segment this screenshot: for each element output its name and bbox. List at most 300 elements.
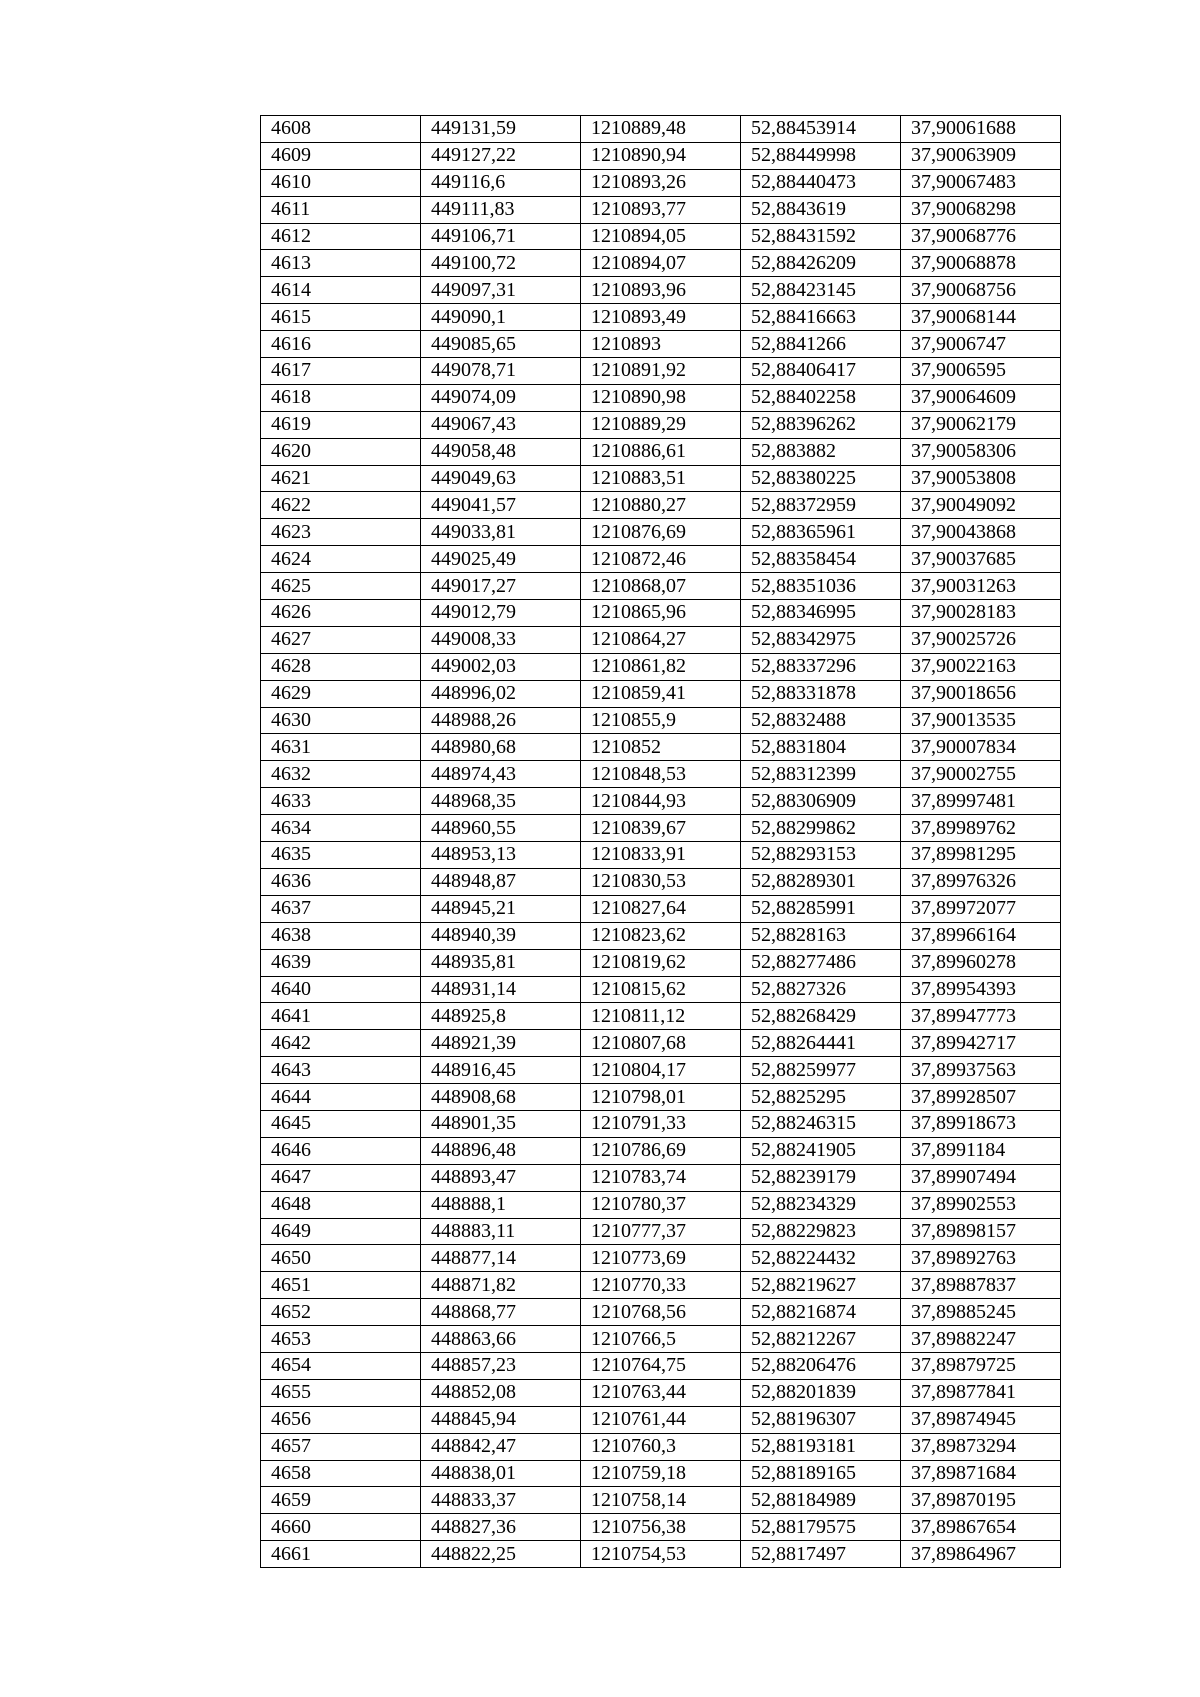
longitude-cell: 37,89972077 [901, 895, 1061, 922]
latitude-cell: 52,88372959 [741, 492, 901, 519]
longitude-cell: 37,90068776 [901, 223, 1061, 250]
x-coordinate-cell: 448893,47 [421, 1164, 581, 1191]
point-number-cell: 4608 [261, 116, 421, 143]
longitude-cell: 37,89989762 [901, 815, 1061, 842]
point-number-cell: 4637 [261, 895, 421, 922]
point-number-cell: 4612 [261, 223, 421, 250]
x-coordinate-cell: 448960,55 [421, 815, 581, 842]
latitude-cell: 52,88259977 [741, 1057, 901, 1084]
longitude-cell: 37,90022163 [901, 653, 1061, 680]
latitude-cell: 52,883882 [741, 438, 901, 465]
table-row [261, 734, 1061, 761]
coordinates-table-body [261, 116, 1061, 1568]
point-number-cell: 4629 [261, 680, 421, 707]
longitude-cell: 37,90064609 [901, 384, 1061, 411]
x-coordinate-cell: 449127,22 [421, 142, 581, 169]
table-row [261, 922, 1061, 949]
point-number-cell: 4639 [261, 949, 421, 976]
point-number-cell: 4659 [261, 1487, 421, 1514]
point-number-cell: 4634 [261, 815, 421, 842]
latitude-cell: 52,88406417 [741, 358, 901, 385]
x-coordinate-cell: 448908,68 [421, 1084, 581, 1111]
x-coordinate-cell: 449008,33 [421, 626, 581, 653]
point-number-cell: 4661 [261, 1541, 421, 1568]
point-number-cell: 4611 [261, 196, 421, 223]
y-coordinate-cell: 1210876,69 [581, 519, 741, 546]
longitude-cell: 37,89885245 [901, 1299, 1061, 1326]
x-coordinate-cell: 448945,21 [421, 895, 581, 922]
table-row [261, 815, 1061, 842]
point-number-cell: 4635 [261, 842, 421, 869]
x-coordinate-cell: 448827,36 [421, 1514, 581, 1541]
longitude-cell: 37,90043868 [901, 519, 1061, 546]
latitude-cell: 52,88299862 [741, 815, 901, 842]
point-number-cell: 4649 [261, 1218, 421, 1245]
y-coordinate-cell: 1210868,07 [581, 573, 741, 600]
point-number-cell: 4628 [261, 653, 421, 680]
longitude-cell: 37,89887837 [901, 1272, 1061, 1299]
table-row [261, 1030, 1061, 1057]
longitude-cell: 37,90067483 [901, 169, 1061, 196]
table-row [261, 492, 1061, 519]
y-coordinate-cell: 1210807,68 [581, 1030, 741, 1057]
y-coordinate-cell: 1210893,49 [581, 304, 741, 331]
table-row [261, 1110, 1061, 1137]
y-coordinate-cell: 1210777,37 [581, 1218, 741, 1245]
table-row [261, 761, 1061, 788]
longitude-cell: 37,90013535 [901, 707, 1061, 734]
table-row [261, 976, 1061, 1003]
latitude-cell: 52,88264441 [741, 1030, 901, 1057]
latitude-cell: 52,88189165 [741, 1460, 901, 1487]
latitude-cell: 52,88358454 [741, 546, 901, 573]
y-coordinate-cell: 1210763,44 [581, 1379, 741, 1406]
point-number-cell: 4613 [261, 250, 421, 277]
y-coordinate-cell: 1210844,93 [581, 788, 741, 815]
y-coordinate-cell: 1210791,33 [581, 1110, 741, 1137]
table-row [261, 626, 1061, 653]
y-coordinate-cell: 1210766,5 [581, 1326, 741, 1353]
point-number-cell: 4648 [261, 1191, 421, 1218]
latitude-cell: 52,88342975 [741, 626, 901, 653]
longitude-cell: 37,90053808 [901, 465, 1061, 492]
table-row [261, 384, 1061, 411]
x-coordinate-cell: 448883,11 [421, 1218, 581, 1245]
point-number-cell: 4621 [261, 465, 421, 492]
point-number-cell: 4615 [261, 304, 421, 331]
table-row [261, 223, 1061, 250]
longitude-cell: 37,89960278 [901, 949, 1061, 976]
point-number-cell: 4631 [261, 734, 421, 761]
table-row [261, 895, 1061, 922]
longitude-cell: 37,89871684 [901, 1460, 1061, 1487]
table-row [261, 277, 1061, 304]
longitude-cell: 37,89954393 [901, 976, 1061, 1003]
x-coordinate-cell: 448935,81 [421, 949, 581, 976]
table-row [261, 573, 1061, 600]
longitude-cell: 37,90037685 [901, 546, 1061, 573]
point-number-cell: 4625 [261, 573, 421, 600]
point-number-cell: 4633 [261, 788, 421, 815]
x-coordinate-cell: 448842,47 [421, 1433, 581, 1460]
y-coordinate-cell: 1210811,12 [581, 1003, 741, 1030]
table-row [261, 1326, 1061, 1353]
longitude-cell: 37,89937563 [901, 1057, 1061, 1084]
y-coordinate-cell: 1210893,26 [581, 169, 741, 196]
x-coordinate-cell: 449097,31 [421, 277, 581, 304]
longitude-cell: 37,89981295 [901, 842, 1061, 869]
x-coordinate-cell: 448940,39 [421, 922, 581, 949]
point-number-cell: 4641 [261, 1003, 421, 1030]
table-row [261, 438, 1061, 465]
y-coordinate-cell: 1210855,9 [581, 707, 741, 734]
y-coordinate-cell: 1210783,74 [581, 1164, 741, 1191]
table-row [261, 868, 1061, 895]
point-number-cell: 4614 [261, 277, 421, 304]
table-row [261, 1137, 1061, 1164]
point-number-cell: 4619 [261, 411, 421, 438]
x-coordinate-cell: 448921,39 [421, 1030, 581, 1057]
y-coordinate-cell: 1210756,38 [581, 1514, 741, 1541]
point-number-cell: 4630 [261, 707, 421, 734]
longitude-cell: 37,89907494 [901, 1164, 1061, 1191]
y-coordinate-cell: 1210754,53 [581, 1541, 741, 1568]
longitude-cell: 37,89892763 [901, 1245, 1061, 1272]
latitude-cell: 52,88423145 [741, 277, 901, 304]
longitude-cell: 37,89867654 [901, 1514, 1061, 1541]
y-coordinate-cell: 1210861,82 [581, 653, 741, 680]
x-coordinate-cell: 448845,94 [421, 1406, 581, 1433]
table-row [261, 1433, 1061, 1460]
x-coordinate-cell: 448931,14 [421, 976, 581, 1003]
point-number-cell: 4640 [261, 976, 421, 1003]
x-coordinate-cell: 449049,63 [421, 465, 581, 492]
latitude-cell: 52,88201839 [741, 1379, 901, 1406]
point-number-cell: 4620 [261, 438, 421, 465]
point-number-cell: 4638 [261, 922, 421, 949]
x-coordinate-cell: 448868,77 [421, 1299, 581, 1326]
y-coordinate-cell: 1210890,94 [581, 142, 741, 169]
point-number-cell: 4658 [261, 1460, 421, 1487]
x-coordinate-cell: 449002,03 [421, 653, 581, 680]
table-row [261, 600, 1061, 627]
table-row [261, 358, 1061, 385]
table-row [261, 1460, 1061, 1487]
latitude-cell: 52,88285991 [741, 895, 901, 922]
y-coordinate-cell: 1210798,01 [581, 1084, 741, 1111]
latitude-cell: 52,8825295 [741, 1084, 901, 1111]
point-number-cell: 4616 [261, 331, 421, 358]
x-coordinate-cell: 448988,26 [421, 707, 581, 734]
latitude-cell: 52,8828163 [741, 922, 901, 949]
point-number-cell: 4645 [261, 1110, 421, 1137]
x-coordinate-cell: 448857,23 [421, 1352, 581, 1379]
table-row [261, 1218, 1061, 1245]
latitude-cell: 52,8817497 [741, 1541, 901, 1568]
latitude-cell: 52,88277486 [741, 949, 901, 976]
y-coordinate-cell: 1210865,96 [581, 600, 741, 627]
table-row [261, 465, 1061, 492]
y-coordinate-cell: 1210819,62 [581, 949, 741, 976]
point-number-cell: 4644 [261, 1084, 421, 1111]
point-number-cell: 4650 [261, 1245, 421, 1272]
table-row [261, 842, 1061, 869]
y-coordinate-cell: 1210760,3 [581, 1433, 741, 1460]
x-coordinate-cell: 448822,25 [421, 1541, 581, 1568]
y-coordinate-cell: 1210859,41 [581, 680, 741, 707]
x-coordinate-cell: 449085,65 [421, 331, 581, 358]
latitude-cell: 52,88431592 [741, 223, 901, 250]
longitude-cell: 37,90068144 [901, 304, 1061, 331]
latitude-cell: 52,88193181 [741, 1433, 901, 1460]
latitude-cell: 52,88453914 [741, 116, 901, 143]
point-number-cell: 4655 [261, 1379, 421, 1406]
y-coordinate-cell: 1210893,77 [581, 196, 741, 223]
y-coordinate-cell: 1210815,62 [581, 976, 741, 1003]
x-coordinate-cell: 448925,8 [421, 1003, 581, 1030]
latitude-cell: 52,88246315 [741, 1110, 901, 1137]
latitude-cell: 52,88268429 [741, 1003, 901, 1030]
table-row [261, 1299, 1061, 1326]
point-number-cell: 4654 [261, 1352, 421, 1379]
y-coordinate-cell: 1210872,46 [581, 546, 741, 573]
longitude-cell: 37,89870195 [901, 1487, 1061, 1514]
x-coordinate-cell: 449067,43 [421, 411, 581, 438]
latitude-cell: 52,88224432 [741, 1245, 901, 1272]
x-coordinate-cell: 449078,71 [421, 358, 581, 385]
y-coordinate-cell: 1210823,62 [581, 922, 741, 949]
y-coordinate-cell: 1210883,51 [581, 465, 741, 492]
coordinates-table [260, 115, 1061, 1568]
x-coordinate-cell: 449111,83 [421, 196, 581, 223]
y-coordinate-cell: 1210889,29 [581, 411, 741, 438]
table-row [261, 949, 1061, 976]
point-number-cell: 4626 [261, 600, 421, 627]
x-coordinate-cell: 448896,48 [421, 1137, 581, 1164]
y-coordinate-cell: 1210773,69 [581, 1245, 741, 1272]
longitude-cell: 37,89947773 [901, 1003, 1061, 1030]
latitude-cell: 52,88216874 [741, 1299, 901, 1326]
y-coordinate-cell: 1210764,75 [581, 1352, 741, 1379]
x-coordinate-cell: 449012,79 [421, 600, 581, 627]
y-coordinate-cell: 1210839,67 [581, 815, 741, 842]
y-coordinate-cell: 1210890,98 [581, 384, 741, 411]
table-row [261, 169, 1061, 196]
latitude-cell: 52,88365961 [741, 519, 901, 546]
x-coordinate-cell: 448968,35 [421, 788, 581, 815]
point-number-cell: 4636 [261, 868, 421, 895]
point-number-cell: 4653 [261, 1326, 421, 1353]
longitude-cell: 37,89902553 [901, 1191, 1061, 1218]
y-coordinate-cell: 1210880,27 [581, 492, 741, 519]
latitude-cell: 52,88229823 [741, 1218, 901, 1245]
point-number-cell: 4627 [261, 626, 421, 653]
table-row [261, 250, 1061, 277]
latitude-cell: 52,88234329 [741, 1191, 901, 1218]
y-coordinate-cell: 1210780,37 [581, 1191, 741, 1218]
y-coordinate-cell: 1210852 [581, 734, 741, 761]
table-row [261, 707, 1061, 734]
table-row [261, 331, 1061, 358]
x-coordinate-cell: 449090,1 [421, 304, 581, 331]
y-coordinate-cell: 1210759,18 [581, 1460, 741, 1487]
point-number-cell: 4647 [261, 1164, 421, 1191]
x-coordinate-cell: 449116,6 [421, 169, 581, 196]
y-coordinate-cell: 1210768,56 [581, 1299, 741, 1326]
x-coordinate-cell: 448948,87 [421, 868, 581, 895]
latitude-cell: 52,8841266 [741, 331, 901, 358]
latitude-cell: 52,88331878 [741, 680, 901, 707]
table-row [261, 1003, 1061, 1030]
table-row [261, 142, 1061, 169]
latitude-cell: 52,88179575 [741, 1514, 901, 1541]
longitude-cell: 37,89898157 [901, 1218, 1061, 1245]
y-coordinate-cell: 1210833,91 [581, 842, 741, 869]
latitude-cell: 52,88206476 [741, 1352, 901, 1379]
point-number-cell: 4652 [261, 1299, 421, 1326]
longitude-cell: 37,90028183 [901, 600, 1061, 627]
point-number-cell: 4643 [261, 1057, 421, 1084]
point-number-cell: 4660 [261, 1514, 421, 1541]
x-coordinate-cell: 449033,81 [421, 519, 581, 546]
longitude-cell: 37,89864967 [901, 1541, 1061, 1568]
point-number-cell: 4622 [261, 492, 421, 519]
latitude-cell: 52,88396262 [741, 411, 901, 438]
y-coordinate-cell: 1210786,69 [581, 1137, 741, 1164]
latitude-cell: 52,88241905 [741, 1137, 901, 1164]
y-coordinate-cell: 1210893,96 [581, 277, 741, 304]
table-row [261, 411, 1061, 438]
x-coordinate-cell: 448852,08 [421, 1379, 581, 1406]
table-row [261, 653, 1061, 680]
y-coordinate-cell: 1210770,33 [581, 1272, 741, 1299]
x-coordinate-cell: 449041,57 [421, 492, 581, 519]
x-coordinate-cell: 448916,45 [421, 1057, 581, 1084]
longitude-cell: 37,89976326 [901, 868, 1061, 895]
table-row [261, 519, 1061, 546]
latitude-cell: 52,88337296 [741, 653, 901, 680]
x-coordinate-cell: 449058,48 [421, 438, 581, 465]
latitude-cell: 52,8843619 [741, 196, 901, 223]
longitude-cell: 37,9006595 [901, 358, 1061, 385]
longitude-cell: 37,90018656 [901, 680, 1061, 707]
table-row [261, 116, 1061, 143]
longitude-cell: 37,90049092 [901, 492, 1061, 519]
latitude-cell: 52,88449998 [741, 142, 901, 169]
longitude-cell: 37,90025726 [901, 626, 1061, 653]
longitude-cell: 37,90002755 [901, 761, 1061, 788]
latitude-cell: 52,88196307 [741, 1406, 901, 1433]
latitude-cell: 52,88312399 [741, 761, 901, 788]
x-coordinate-cell: 449100,72 [421, 250, 581, 277]
x-coordinate-cell: 448953,13 [421, 842, 581, 869]
longitude-cell: 37,89928507 [901, 1084, 1061, 1111]
table-row [261, 1057, 1061, 1084]
latitude-cell: 52,88212267 [741, 1326, 901, 1353]
longitude-cell: 37,89966164 [901, 922, 1061, 949]
table-row [261, 1352, 1061, 1379]
table-row [261, 546, 1061, 573]
table-row [261, 1406, 1061, 1433]
x-coordinate-cell: 448838,01 [421, 1460, 581, 1487]
longitude-cell: 37,90061688 [901, 116, 1061, 143]
x-coordinate-cell: 448888,1 [421, 1191, 581, 1218]
table-row [261, 1191, 1061, 1218]
x-coordinate-cell: 448974,43 [421, 761, 581, 788]
x-coordinate-cell: 448901,35 [421, 1110, 581, 1137]
y-coordinate-cell: 1210889,48 [581, 116, 741, 143]
latitude-cell: 52,88380225 [741, 465, 901, 492]
longitude-cell: 37,90062179 [901, 411, 1061, 438]
latitude-cell: 52,88346995 [741, 600, 901, 627]
longitude-cell: 37,89997481 [901, 788, 1061, 815]
longitude-cell: 37,89882247 [901, 1326, 1061, 1353]
latitude-cell: 52,88416663 [741, 304, 901, 331]
table-row [261, 196, 1061, 223]
latitude-cell: 52,8827326 [741, 976, 901, 1003]
point-number-cell: 4642 [261, 1030, 421, 1057]
longitude-cell: 37,90068298 [901, 196, 1061, 223]
y-coordinate-cell: 1210758,14 [581, 1487, 741, 1514]
longitude-cell: 37,90031263 [901, 573, 1061, 600]
table-row [261, 1541, 1061, 1568]
longitude-cell: 37,8991184 [901, 1137, 1061, 1164]
latitude-cell: 52,88402258 [741, 384, 901, 411]
longitude-cell: 37,89873294 [901, 1433, 1061, 1460]
table-row [261, 1245, 1061, 1272]
latitude-cell: 52,88239179 [741, 1164, 901, 1191]
latitude-cell: 52,8831804 [741, 734, 901, 761]
latitude-cell: 52,88426209 [741, 250, 901, 277]
y-coordinate-cell: 1210886,61 [581, 438, 741, 465]
longitude-cell: 37,90058306 [901, 438, 1061, 465]
x-coordinate-cell: 448877,14 [421, 1245, 581, 1272]
latitude-cell: 52,88219627 [741, 1272, 901, 1299]
point-number-cell: 4624 [261, 546, 421, 573]
y-coordinate-cell: 1210894,07 [581, 250, 741, 277]
y-coordinate-cell: 1210830,53 [581, 868, 741, 895]
latitude-cell: 52,8832488 [741, 707, 901, 734]
x-coordinate-cell: 448871,82 [421, 1272, 581, 1299]
longitude-cell: 37,89879725 [901, 1352, 1061, 1379]
longitude-cell: 37,90063909 [901, 142, 1061, 169]
table-row [261, 1084, 1061, 1111]
longitude-cell: 37,90007834 [901, 734, 1061, 761]
y-coordinate-cell: 1210893 [581, 331, 741, 358]
point-number-cell: 4657 [261, 1433, 421, 1460]
y-coordinate-cell: 1210827,64 [581, 895, 741, 922]
table-row [261, 1164, 1061, 1191]
latitude-cell: 52,88306909 [741, 788, 901, 815]
longitude-cell: 37,89877841 [901, 1379, 1061, 1406]
y-coordinate-cell: 1210864,27 [581, 626, 741, 653]
table-row [261, 680, 1061, 707]
x-coordinate-cell: 448833,37 [421, 1487, 581, 1514]
latitude-cell: 52,88440473 [741, 169, 901, 196]
table-row [261, 788, 1061, 815]
table-row [261, 304, 1061, 331]
point-number-cell: 4617 [261, 358, 421, 385]
table-row [261, 1487, 1061, 1514]
x-coordinate-cell: 448996,02 [421, 680, 581, 707]
x-coordinate-cell: 449131,59 [421, 116, 581, 143]
longitude-cell: 37,89874945 [901, 1406, 1061, 1433]
longitude-cell: 37,90068878 [901, 250, 1061, 277]
y-coordinate-cell: 1210894,05 [581, 223, 741, 250]
point-number-cell: 4656 [261, 1406, 421, 1433]
x-coordinate-cell: 449017,27 [421, 573, 581, 600]
point-number-cell: 4609 [261, 142, 421, 169]
